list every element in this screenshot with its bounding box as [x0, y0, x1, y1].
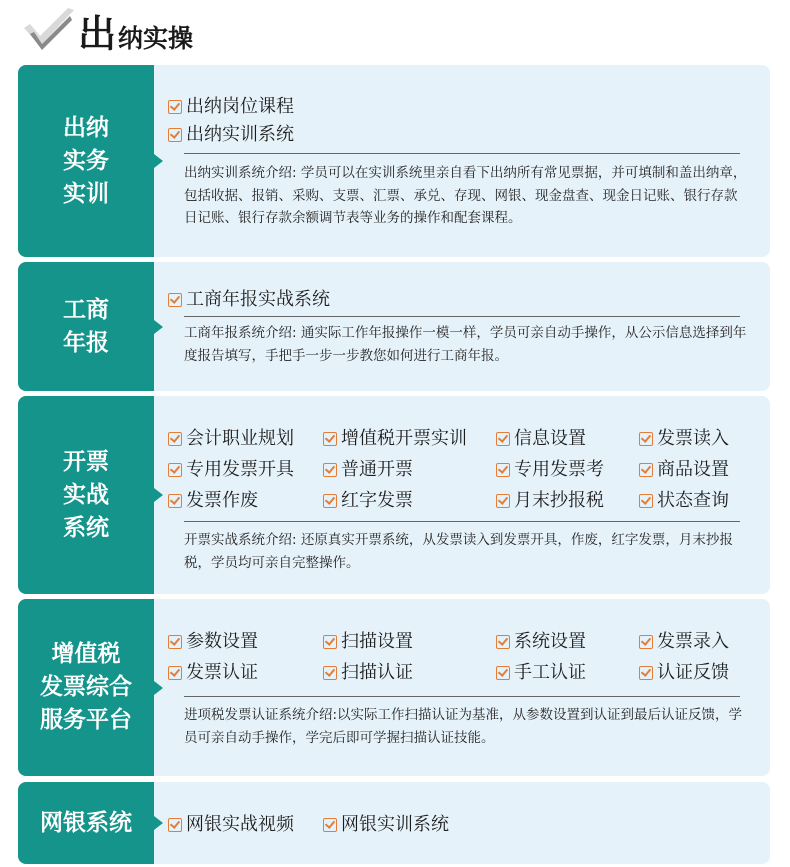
checkbox-checked-icon — [639, 635, 653, 649]
checkbox-label: 参数设置 — [186, 631, 258, 652]
divider — [184, 153, 740, 154]
checkbox-checked-icon — [168, 432, 182, 446]
checkbox-item[interactable] — [639, 426, 770, 451]
checkbox-item[interactable] — [639, 457, 770, 482]
checkbox-label: 红字发票 — [341, 490, 413, 511]
checkbox-item[interactable] — [168, 629, 323, 654]
section-sidebar — [18, 782, 154, 864]
section-content — [168, 65, 754, 257]
checkbox-item[interactable] — [323, 629, 496, 654]
checkbox-item[interactable] — [639, 629, 770, 654]
checkbox-checked-icon — [323, 432, 337, 446]
checkbox-checked-icon — [168, 666, 182, 680]
checkbox-label: 工商年报实战系统 — [186, 289, 330, 310]
section-content — [168, 262, 754, 391]
section-sidebar — [18, 65, 154, 257]
section-description: 进项税发票认证系统介绍:以实际工作扫描认证为基准，从参数设置到认证到最后认证反馈，学员可亲自动手操作，学完后即可学握扫描认证技能。 — [184, 707, 743, 746]
checkbox-checked-icon — [639, 432, 653, 446]
section-annual-report — [18, 262, 770, 391]
checkbox-label: 扫描认证 — [341, 662, 413, 683]
section-title: 网银系统 — [40, 809, 132, 836]
section-description: 出纳实训系统介绍: 学员可以在实训系统里亲自看下出纳所有常见票据，并可填制和盖出纳章，包括收据、报销、采购、支票、汇票、承兑、存现、网银、现金盘查、现金日记账、银行存款日记账、银行存款余额调节表等业务的操作和配套课程。 — [184, 165, 747, 226]
section-vat-platform — [18, 599, 770, 776]
section-content — [168, 782, 754, 864]
page-title-rest: 纳实操 — [118, 23, 194, 53]
section-online-banking — [18, 782, 770, 864]
checkbox-item[interactable] — [496, 660, 639, 685]
checkbox-checked-icon — [168, 293, 182, 307]
checkbox-checked-icon — [168, 463, 182, 477]
pointer-arrow-icon — [154, 681, 163, 695]
checkbox-list — [168, 94, 754, 147]
checkbox-label: 发票认证 — [186, 662, 258, 683]
checkbox-label: 出纳实训系统 — [186, 124, 294, 145]
checkbox-list — [168, 426, 754, 513]
checkbox-item[interactable] — [168, 287, 754, 312]
checkbox-list — [168, 287, 754, 312]
checkbox-checked-icon — [639, 494, 653, 508]
checkbox-checked-icon — [168, 635, 182, 649]
checkbox-checked-icon — [323, 463, 337, 477]
checkbox-label: 商品设置 — [657, 459, 729, 480]
checkbox-item[interactable] — [639, 660, 770, 685]
pointer-arrow-icon — [154, 154, 163, 168]
divider — [184, 521, 740, 522]
checkbox-label: 月末抄报税 — [514, 490, 604, 511]
checkbox-list — [168, 812, 754, 837]
section-description: 开票实战系统介绍: 还原真实开票系统，从发票读入到发票开具，作废，红字发票，月末抄报税，学员均可亲自完整操作。 — [184, 532, 733, 571]
page-title-first-char: 出 — [78, 11, 117, 56]
checkbox-item[interactable] — [323, 426, 496, 451]
checkbox-item[interactable] — [168, 812, 323, 837]
checkbox-label: 网银实训系统 — [341, 814, 449, 835]
checkbox-item[interactable] — [496, 426, 639, 451]
checkbox-item[interactable] — [323, 457, 496, 482]
section-title: 开票 实战 系统 — [63, 448, 109, 541]
section-sidebar — [18, 396, 154, 594]
checkbox-checked-icon — [496, 463, 510, 477]
section-description: 工商年报系统介绍: 通实际工作年报操作一模一样，学员可亲自动手操作，从公示信息选择到年度报告填写，手把手一步一步教您如何进行工商年报。 — [184, 325, 747, 364]
checkbox-item[interactable] — [496, 629, 639, 654]
checkbox-checked-icon — [323, 666, 337, 680]
checkbox-item[interactable] — [168, 94, 754, 119]
checkbox-item[interactable] — [168, 488, 323, 513]
checkbox-label: 普通开票 — [341, 459, 413, 480]
checkbox-item[interactable] — [323, 812, 496, 837]
section-cashier — [18, 65, 770, 257]
section-content — [168, 396, 754, 594]
pointer-arrow-icon — [154, 488, 163, 502]
section-sidebar — [18, 262, 154, 391]
checkbox-label: 发票录入 — [657, 631, 729, 652]
checkbox-checked-icon — [168, 494, 182, 508]
checkbox-label: 手工认证 — [514, 662, 586, 683]
checkbox-item[interactable] — [323, 660, 496, 685]
section-sidebar — [18, 599, 154, 776]
checkbox-checked-icon — [639, 666, 653, 680]
checkbox-item[interactable] — [496, 457, 639, 482]
checkbox-label: 网银实战视频 — [186, 814, 294, 835]
checkbox-item[interactable] — [168, 426, 323, 451]
checkbox-checked-icon — [323, 818, 337, 832]
checkbox-item[interactable] — [496, 488, 639, 513]
page-header — [22, 2, 193, 58]
pointer-arrow-icon — [154, 320, 163, 334]
checkbox-item[interactable] — [168, 660, 323, 685]
section-invoicing — [18, 396, 770, 594]
page-title — [78, 3, 193, 58]
checkbox-label: 发票读入 — [657, 428, 729, 449]
divider — [184, 696, 740, 697]
checkbox-item[interactable] — [323, 488, 496, 513]
checkbox-checked-icon — [639, 463, 653, 477]
checkmark-logo-icon — [22, 6, 76, 54]
checkbox-checked-icon — [168, 818, 182, 832]
checkbox-checked-icon — [496, 432, 510, 446]
section-title: 出纳 实务 实训 — [63, 114, 109, 207]
checkbox-list — [168, 629, 754, 685]
checkbox-checked-icon — [496, 635, 510, 649]
checkbox-label: 会计职业规划 — [186, 428, 294, 449]
checkbox-label: 信息设置 — [514, 428, 586, 449]
checkbox-item[interactable] — [168, 457, 323, 482]
checkbox-label: 系统设置 — [514, 631, 586, 652]
section-content — [168, 599, 754, 776]
checkbox-label: 发票作废 — [186, 490, 258, 511]
checkbox-checked-icon — [496, 494, 510, 508]
checkbox-checked-icon — [496, 666, 510, 680]
checkbox-item[interactable] — [639, 488, 770, 513]
checkbox-label: 增值税开票实训 — [341, 428, 467, 449]
checkbox-label: 出纳岗位课程 — [186, 96, 294, 117]
checkbox-checked-icon — [168, 128, 182, 142]
divider — [184, 316, 740, 317]
checkbox-label: 专用发票考 — [514, 459, 604, 480]
pointer-arrow-icon — [154, 816, 163, 830]
checkbox-label: 状态查询 — [657, 490, 729, 511]
checkbox-item[interactable] — [168, 122, 754, 147]
section-title: 增值税 发票综合 服务平台 — [40, 641, 132, 733]
checkbox-checked-icon — [168, 100, 182, 114]
checkbox-checked-icon — [323, 494, 337, 508]
checkbox-label: 认证反馈 — [657, 662, 729, 683]
checkbox-label: 扫描设置 — [341, 631, 413, 652]
checkbox-checked-icon — [323, 635, 337, 649]
checkbox-label: 专用发票开具 — [186, 459, 294, 480]
section-title: 工商 年报 — [63, 296, 109, 356]
